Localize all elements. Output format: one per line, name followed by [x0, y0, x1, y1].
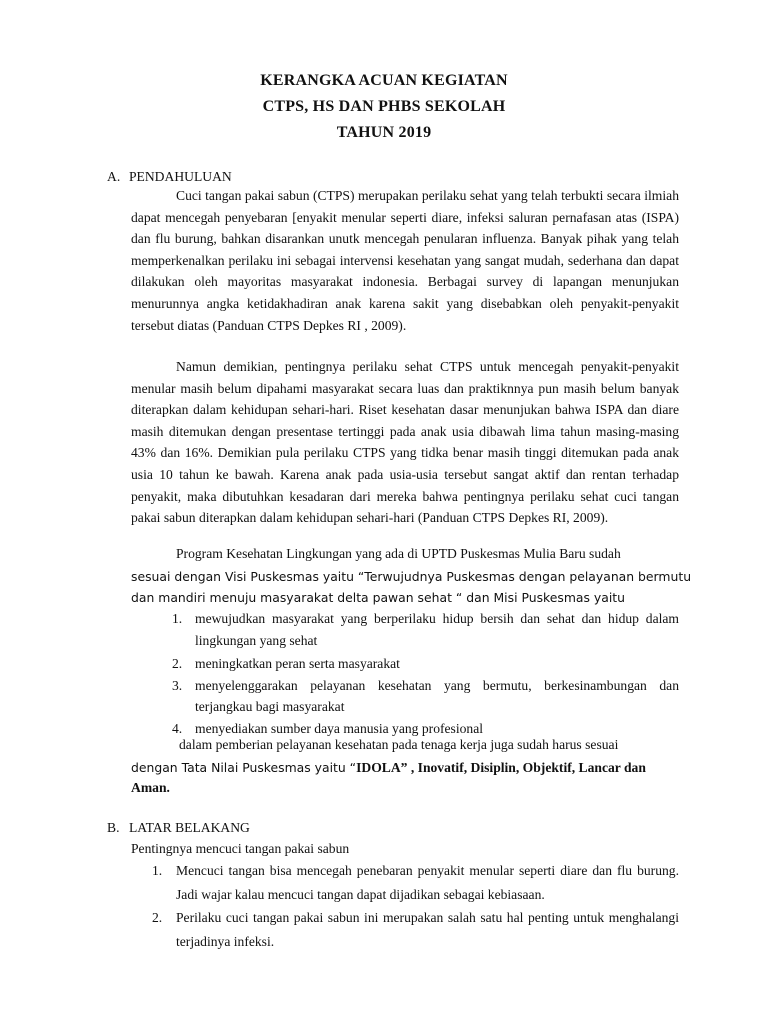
section-a-paragraph-3-line-1: Program Kesehatan Lingkungan yang ada di UPTD Puskesmas Mulia Baru sudah [176, 546, 621, 561]
latar-belakang-number: 2. [152, 910, 163, 925]
section-a-paragraph-4-line-3 [131, 780, 170, 796]
section-b-intro: Pentingnya mencuci tangan pakai sabun [131, 841, 350, 856]
misi-list [172, 608, 679, 740]
section-a-letter: A. [107, 169, 121, 184]
section-b-letter: B. [107, 820, 120, 835]
latar-belakang-text: Perilaku cuci tangan pakai sabun ini merupakan salah satu hal penting untuk menghalangi terjadinya infeksi. [176, 910, 679, 949]
section-a-title: PENDAHULUAN [129, 169, 232, 184]
latar-belakang-list-item [152, 859, 679, 906]
misi-text: menyelenggarakan pelayanan kesehatan yang bermutu, berkesinambungan dan terjangkau bagi masyarakat [195, 677, 679, 715]
latar-belakang-number: 1. [152, 863, 163, 878]
section-b-heading [107, 820, 250, 836]
section-a-paragraph-1: Cuci tangan pakai sabun (CTPS) merupakan perilaku sehat yang telah terbukti secara ilmiah dapat mencegah penyebaran [enyakit menular seperti diare, infeksi saluran pernafasan atas (ISPA) dan flu burung, bahkan disarankan unutk mencegah penularan influenza. Banyak pihak yang telah memperkenalkan perilaku ini sebagai intervensi kesehatan yang sangat mudah, sederhana dan dapat dilakukan oleh mayoritas masyarakat indonesia. Berbagai survey di lapangan menunjukan menurunnya angka ketidakhadiran anak karena sakit yang disebabkan oleh penyakit-penyakit tersebut diatas (Panduan CTPS Depkes RI , 2009). [131, 188, 679, 333]
misi-number: 1. [172, 611, 183, 626]
section-b-title: LATAR BELAKANG [129, 820, 250, 835]
misi-list-item [172, 675, 679, 718]
section-a-paragraph-4-line-1: dalam pemberian pelayanan kesehatan pada tenaga kerja juga sudah harus sesuai [179, 737, 619, 752]
tata-nilai-idola: IDOLA [356, 760, 401, 775]
misi-text: meningkatkan peran serta masyarakat [195, 656, 400, 672]
document-title-line-3: TAHUN 2019 [336, 124, 432, 141]
misi-list-item [172, 653, 679, 675]
latar-belakang-text: Mencuci tangan bisa mencegah penebaran penyakit menular seperti diare dan flu burung. Jadi wajar kalau mencuci tangan dapat dijadikan sebagai kebiasaan. [176, 863, 679, 902]
section-a-paragraph-3-line-3: dan mandiri menuju masyarakat delta pawan sehat “ dan Misi Puskesmas yaitu [131, 590, 625, 605]
section-a-paragraph-3-line-2: sesuai dengan Visi Puskesmas yaitu “Terwujudnya Puskesmas dengan pelayanan bermutu [131, 569, 692, 584]
latar-belakang-list-item [152, 906, 679, 953]
misi-number: 2. [172, 656, 183, 672]
misi-text: menyediakan sumber daya manusia yang profesional [195, 720, 484, 736]
document-title-line-1: KERANGKA ACUAN KEGIATAN [260, 72, 508, 89]
document-title-line-2: CTPS, HS DAN PHBS SEKOLAH [262, 98, 506, 115]
section-a-paragraph-2: Namun demikian, pentingnya perilaku sehat CTPS untuk mencegah penyakit-penyakit menular masih belum dipahami masyarakat secara luas dan praktiknnya pun masih belum banyak diterapkan dalam kehidupan sehari-hari. Riset kesehatan dasar menunjukan bahwa ISPA dan diare masih ditemukan dengan presentase tertinggi pada anak usia dibawah lima tahun masing-masing 43% dan 16%. Demikian pula perilaku CTPS yang tidka benar masih tinggi ditemukan pada anak usia 10 tahun ke bawah. Karena anak pada usia-usia tersebut sangat aktif dan rentan terhadap penyakit, maka dibutuhkan kesadaran dari mereka bahwa pentingnya perilaku sehat cuci tangan pakai sabun diterapkan dalam kehidupan sehari-hari (Panduan CTPS Depkes RI, 2009). [131, 359, 679, 526]
misi-text: mewujudkan masyarakat yang berperilaku hidup bersih dan sehat dan hidup dalam lingkungan yang sehat [195, 611, 679, 648]
tata-nilai-prefix: dengan Tata Nilai Puskesmas yaitu “ [131, 760, 357, 775]
tata-nilai-values-end: Aman. [131, 780, 170, 795]
misi-number: 4. [172, 720, 183, 736]
misi-number: 3. [172, 677, 183, 693]
latar-belakang-list [152, 859, 679, 953]
section-a-paragraph-4-line-2 [131, 760, 646, 776]
misi-list-item [172, 608, 679, 651]
section-a-heading [107, 169, 232, 185]
tata-nilai-values: ” , Inovatif, Disiplin, Objektif, Lancar dan [400, 760, 646, 775]
